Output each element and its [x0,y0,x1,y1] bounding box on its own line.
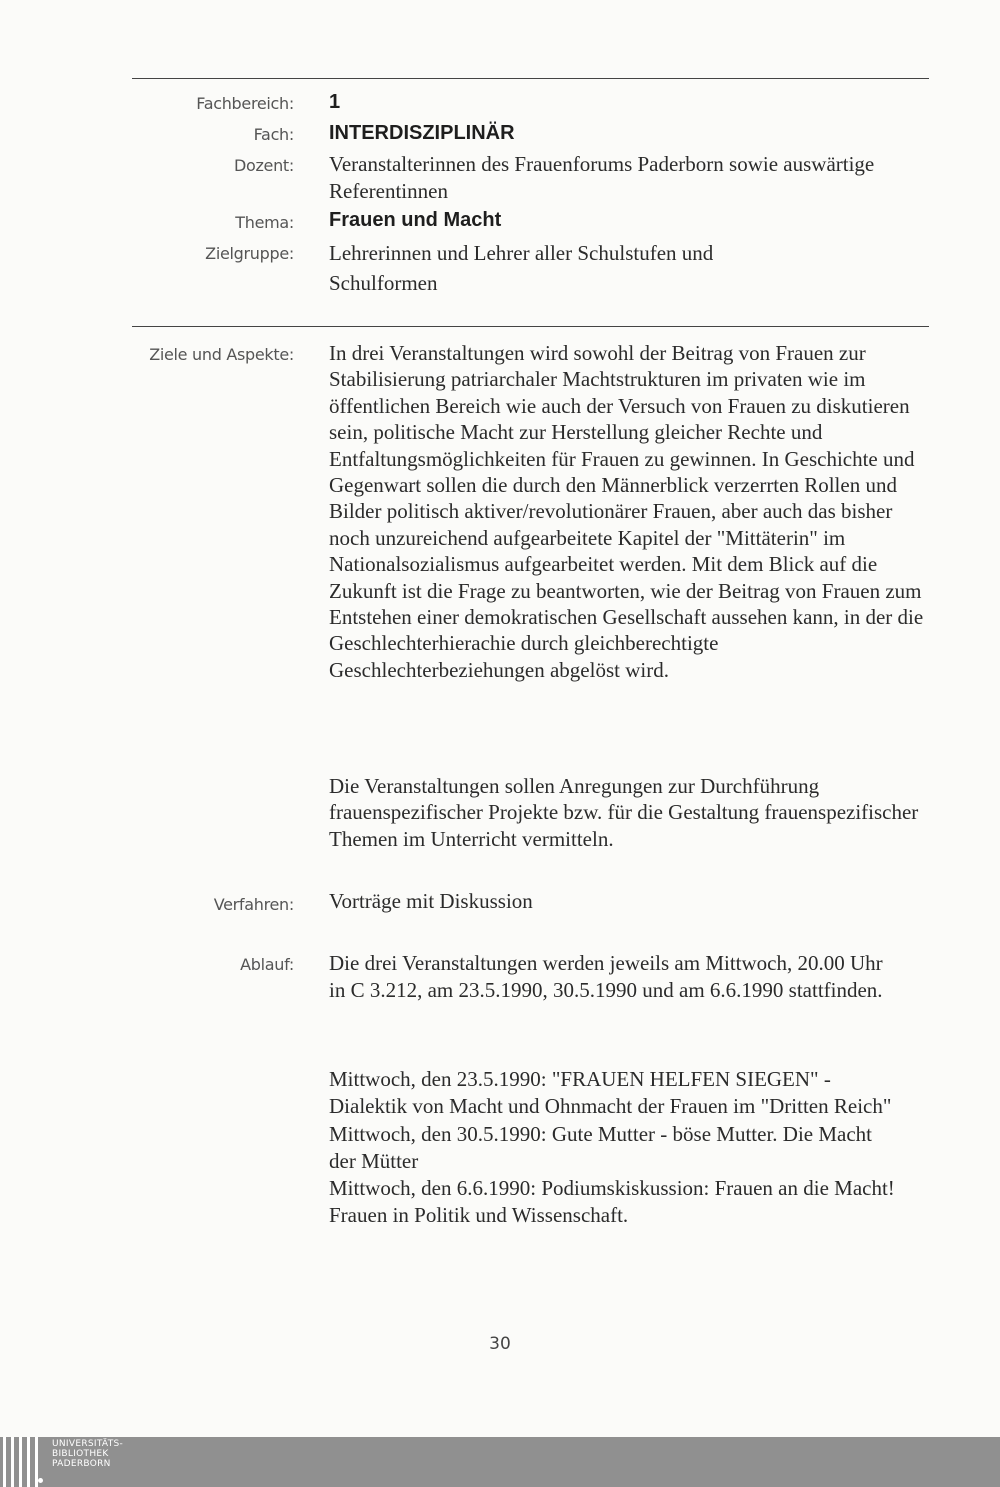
session-3: Mittwoch, den 6.6.1990: Podiumskiskussion: Frauen an die Macht! Frauen in Politik und Wissenschaft. [329,1176,895,1228]
ziele-paragraph-1-text: In drei Veranstaltungen wird sowohl der Beitrag von Frauen zur Stabilisierung patriarchaler Machtstrukturen im privaten wie im öffentlichen Bereich wie auch der Versuch von Frauen zu diskutieren sein, politische Macht zur Herstellung gleicher Rechte und Entfaltungsmöglichkeiten für Frauen zu gewinnen. In Geschichte und Gegenwart sollen die durch den Männerblick verzerrten Rollen und Bilder politisch aktiver/revolutionärer Frauen, aber auch das bisher noch unzureichend aufgearbeitete Kapitel der "Mittäterin" im Nationalsozialismus aufgearbeitet werden. Mit dem Blick auf die Zukunft ist die Frage zu beantworten, wie der Beitrag von Frauen zum Entstehen einer demokratischen Gesellschaft aussehen kann, in der die Geschlechterhierachie durch gleichberechtigte Geschlechterbeziehungen abgelöst wird. [329,341,924,682]
library-name-line-1: UNIVERSITÄTS- [52,1439,124,1449]
ziele-paragraph-2 [329,773,929,852]
fach-value: INTERDISZIPLINÄR [329,122,515,144]
verfahren-label: Verfahren: [213,895,294,914]
thema-value: Frauen und Macht [329,209,502,231]
ziele-paragraph-1 [329,340,929,683]
fachbereich-label: Fachbereich: [196,94,294,113]
verfahren-value: Vorträge mit Diskussion [329,889,533,913]
session-2: Mittwoch, den 30.5.1990: Gute Mutter - böse Mutter. Die Macht der Mütter [329,1121,872,1173]
fachbereich-value: 1 [329,91,341,113]
ziele-paragraph-2-text: Die Veranstaltungen sollen Anregungen zur Durchführung frauenspezifischer Projekte bzw. für die Gestaltung frauenspezifischer Themen im Unterricht vermitteln. [329,774,919,851]
dozent-label: Dozent: [233,156,294,175]
section-rule [132,326,929,327]
page-number: 30 [489,1334,511,1354]
zielgruppe-label: Zielgruppe: [205,244,294,263]
ablauf-sessions [329,1066,904,1230]
fach-label: Fach: [253,125,294,144]
library-name-line-3: PADERBORN [52,1459,111,1469]
library-footer [0,1437,1000,1487]
session-1: Mittwoch, den 23.5.1990: "FRAUEN HELFEN SIEGEN" - Dialektik von Macht und Ohnmacht der Frauen im "Dritten Reich" [329,1067,892,1119]
ablauf-label: Ablauf: [240,955,294,974]
library-logo-dot-icon [38,1478,43,1483]
dozent-value: Veranstalterinnen des Frauenforums Paderborn sowie auswärtige Referentinnen [329,152,875,203]
library-name-line-2: BIBLIOTHEK [52,1449,109,1459]
library-name [52,1439,123,1469]
top-rule [132,78,929,79]
ziele-label: Ziele und Aspekte: [149,345,294,364]
ablauf-intro-text: Die drei Veranstaltungen werden jeweils am Mittwoch, 20.00 Uhr in C 3.212, am 23.5.1990, 30.5.1990 und am 6.6.1990 stattfinden. [329,951,883,1002]
zielgruppe-value: Lehrerinnen und Lehrer aller Schulstufen und Schulformen [329,241,714,295]
ablauf-intro [329,950,904,1004]
thema-label: Thema: [235,213,294,232]
